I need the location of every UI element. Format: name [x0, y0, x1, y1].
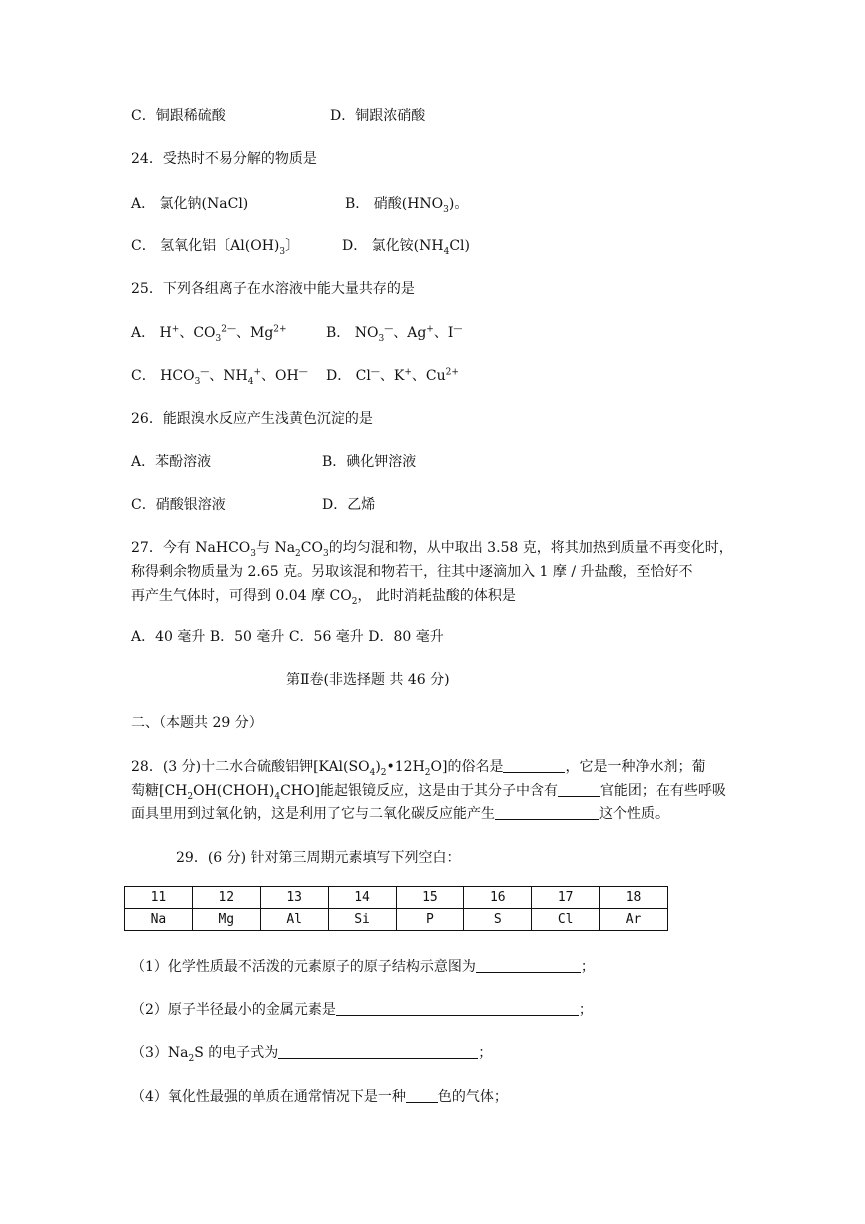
atomic-number: 15 [396, 887, 464, 909]
answer-blank[interactable] [406, 1088, 438, 1103]
element-symbol: Ar [600, 909, 668, 931]
q29-sub-2: （2）原子半径最小的金属元素是 ； [131, 1002, 593, 1018]
element-symbol: Cl [532, 909, 600, 931]
element-symbol: Si [328, 909, 396, 931]
q25-option-a: A． H+、$CO_3^{2—}$、$Mg^{2+}$ [131, 324, 287, 344]
period-3-element-table [124, 886, 668, 931]
q27-line-3: 再产生气体时，可得到 0.04 摩 $CO_2$， 此时消耗盐酸的体积是 [131, 588, 516, 607]
atomic-number: 11 [125, 887, 193, 909]
q25-stem: 25．下列各组离子在水溶液中能大量共存的是 [131, 281, 415, 297]
q28-line-1: 28．(3 分)十二水合硫酸铝钾$[KAl(SO_4)_2•12H_2O]$的俗名是 ，它是一种净水剂；葡 [131, 759, 706, 778]
q27-line-2: 称得剩余物质量为 2.65 克。另取该混和物若干，往其中逐滴加入 1 摩 / 升盐酸，至恰好不 [131, 564, 693, 580]
q29-sub-4: （4）氧化性最强的单质在通常情况下是一种 色的气体； [131, 1089, 508, 1105]
q28-line-2: 萄糖$[CH_2OH(CHOH)_4CHO]$能起银镜反应，这是由于其分子中含有 官能团；在有些呼吸 [131, 783, 726, 802]
q26-option-c: C．硝酸银溶液 [131, 497, 226, 513]
atomic-number-row [125, 887, 668, 909]
q29-sub-1: （1）化学性质最不活泼的元素原子的原子结构示意图为 ； [131, 959, 595, 975]
q29-sub-3: $(3)Na_2S$ 的电子式为 ； [131, 1045, 493, 1064]
answer-blank[interactable] [336, 1001, 579, 1016]
q25-option-c: C． $HCO_3^—$、$NH_4^+$、OH— [131, 367, 308, 387]
element-symbol: S [464, 909, 532, 931]
q28-line-3: 面具里用到过氧化钠，这是利用了它与二氧化碳反应能产生 这个性质。 [131, 806, 669, 822]
answer-blank[interactable] [558, 782, 600, 797]
atomic-number: 14 [328, 887, 396, 909]
answer-blank[interactable] [278, 1044, 478, 1059]
q26-option-b: B．碘化钾溶液 [322, 454, 417, 470]
q26-option-a: A．苯酚溶液 [131, 454, 212, 470]
element-symbol: Al [260, 909, 328, 931]
atomic-number: 18 [600, 887, 668, 909]
q23-option-c: C．铜跟稀硫酸 [131, 108, 226, 124]
answer-blank[interactable] [503, 758, 565, 773]
section-heading: 二、（本题共 29 分） [131, 715, 263, 731]
q24-option-d: D． 氯化铵$(NH_4Cl)$ [342, 238, 470, 257]
q25-option-b: B． $NO_3^—$、Ag+、I— [326, 324, 463, 344]
atomic-number: 13 [260, 887, 328, 909]
q24-option-b: B． 硝酸$(HNO_3)$。 [345, 196, 469, 215]
q24-option-c: C． 氢氧化铝〔$Al(OH)_3$〕 [131, 238, 300, 257]
q24-option-a: A． 氯化钠(NaCl) [131, 196, 249, 212]
element-symbol-row [125, 909, 668, 931]
section-title: 第Ⅱ卷(非选择题 共 46 分) [286, 672, 450, 688]
q24-stem: 24．受热时不易分解的物质是 [131, 151, 317, 167]
q23-option-d: D．铜跟浓硝酸 [330, 108, 426, 124]
element-symbol: Mg [192, 909, 260, 931]
q25-option-d: D． Cl—、K+、$Cu^{2+}$ [326, 367, 459, 384]
element-symbol: P [396, 909, 464, 931]
q27-line-1: 27．今有 NaHCO$_3$与 $Na_2CO_3$的均匀混和物，从中取出 3.58 克，将其加热到质量不再变化时， [131, 540, 733, 559]
answer-blank[interactable] [476, 958, 581, 973]
atomic-number: 12 [192, 887, 260, 909]
answer-blank[interactable] [495, 805, 599, 820]
q29-stem: 29．(6 分) 针对第三周期元素填写下列空白： [176, 850, 461, 866]
q26-stem: 26．能跟溴水反应产生浅黄色沉淀的是 [131, 411, 373, 427]
atomic-number: 16 [464, 887, 532, 909]
atomic-number: 17 [532, 887, 600, 909]
q26-option-d: D．乙烯 [322, 497, 376, 513]
element-symbol: Na [125, 909, 193, 931]
q27-options: A．40 毫升 B．50 毫升 C．56 毫升 D．80 毫升 [131, 629, 444, 645]
